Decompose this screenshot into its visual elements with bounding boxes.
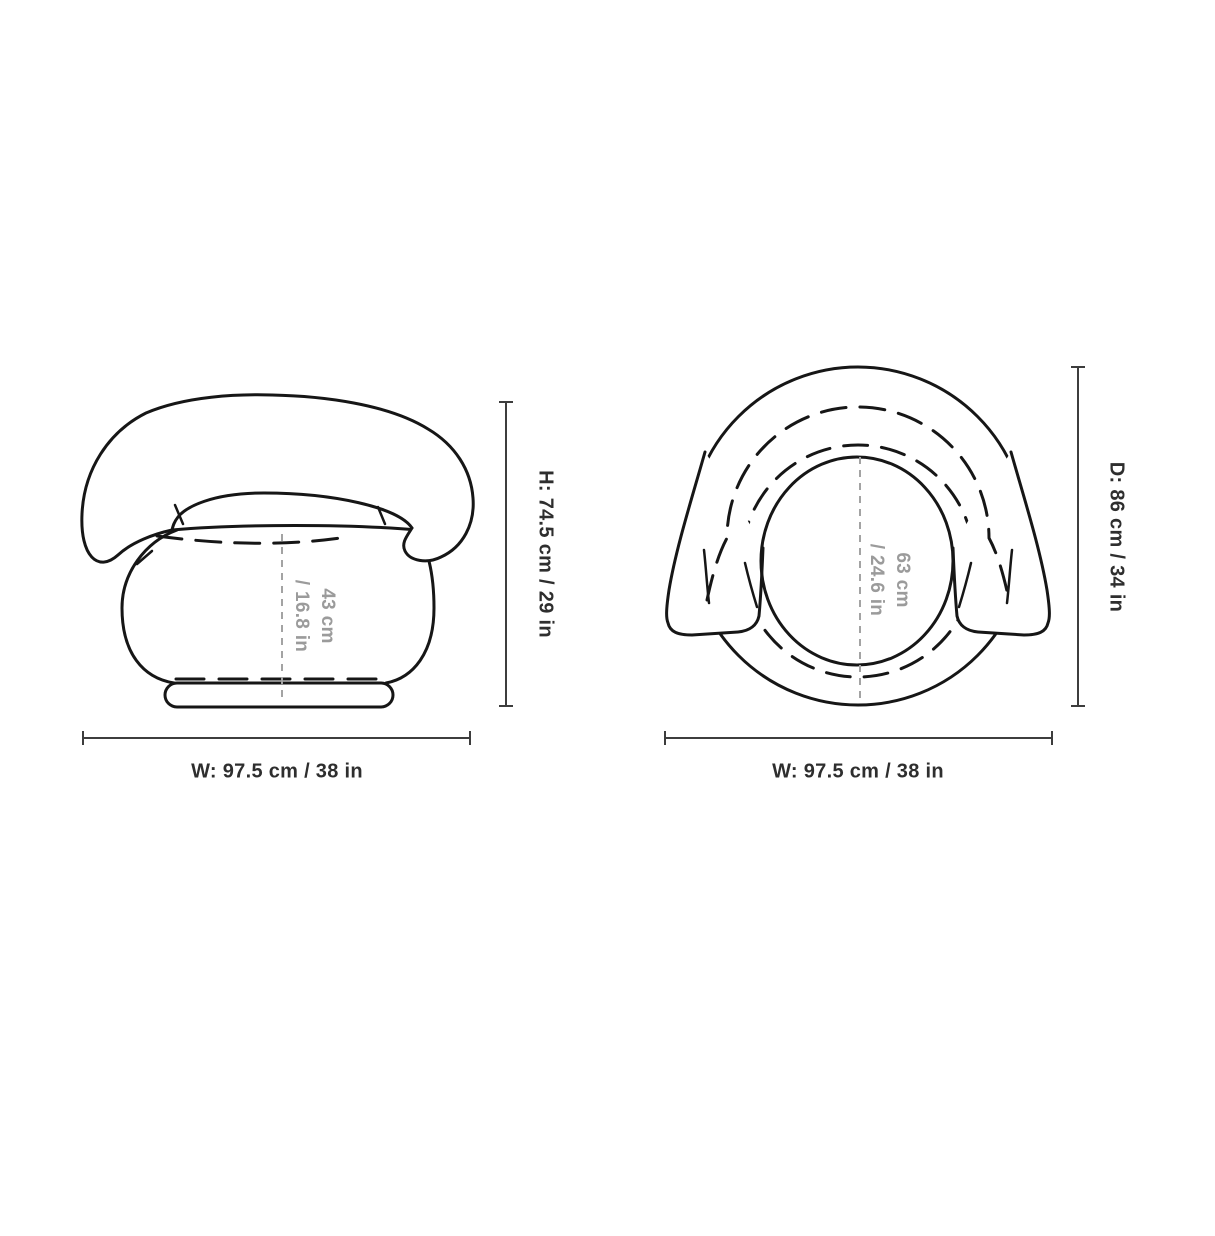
seat-diameter-label [863, 544, 915, 616]
front-view-drawing [82, 395, 473, 707]
seat-height-value-inches: / 16.8 in [291, 579, 312, 653]
front-width-dimension-line [83, 731, 470, 745]
seat-height-value: 43 cm [317, 588, 338, 644]
top-hidden-inner-circle [742, 445, 974, 677]
front-base-plinth [165, 683, 393, 707]
depth-dimension-label: D: 86 cm / 34 in [1105, 461, 1128, 613]
front-width-dimension-label: W: 97.5 cm / 38 in [191, 760, 363, 783]
front-hidden-seat-edge [157, 536, 347, 543]
seat-diameter-value: 63 cm [892, 552, 913, 608]
top-view-drawing [667, 367, 1050, 705]
top-width-dimension-line [665, 731, 1052, 745]
seat-diameter-value-inches: / 24.6 in [866, 543, 887, 617]
depth-dimension-line [1071, 367, 1085, 706]
top-width-dimension-label: W: 97.5 cm / 38 in [772, 760, 944, 783]
seat-height-label [288, 580, 340, 652]
top-arm-left-fill [667, 452, 763, 635]
height-dimension-label: H: 74.5 cm / 29 in [534, 470, 557, 638]
height-dimension-line [499, 402, 513, 706]
top-arm-right-fill [953, 452, 1049, 635]
top-seat-circle [761, 457, 953, 665]
front-backrest [82, 395, 473, 562]
front-seat-outline [172, 526, 417, 531]
